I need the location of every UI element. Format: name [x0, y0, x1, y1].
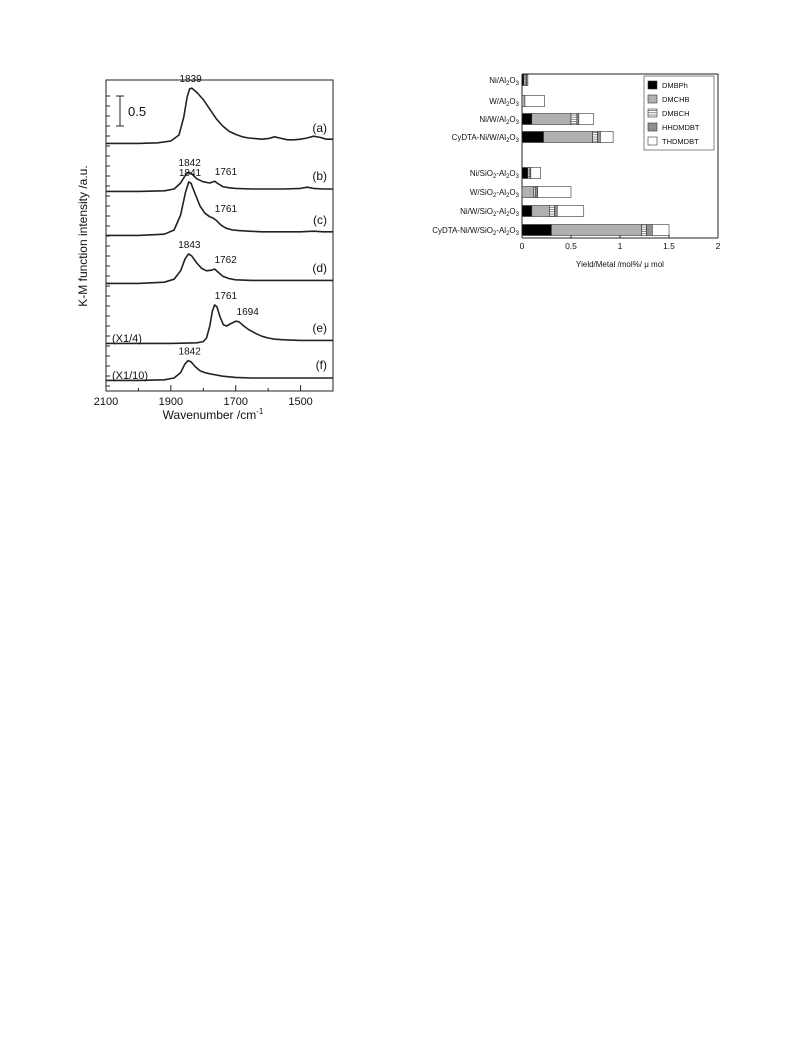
bar-category-label: $W/SiO_2-Al_2O_3$ [469, 188, 519, 199]
peak-label: 1761 [214, 167, 238, 179]
spectrum-scale-factor: (X1/10) [112, 370, 149, 382]
bar-segment-dmbch [593, 132, 598, 143]
ir-x-axis-title: Wavenumber $/cm^{-1}$ [162, 407, 264, 422]
bar-x-tick-label: 0 [519, 241, 525, 251]
bar-segment-dmbph [522, 114, 532, 125]
ir-x-tick-label: 1500 [288, 396, 313, 408]
legend-label: THDMDBT [662, 137, 699, 146]
peak-label: 1842 [178, 158, 201, 170]
ir-x-axis-ticks [94, 385, 333, 408]
bar-segment-dmchb [532, 114, 571, 125]
bar-legend [644, 76, 714, 150]
ir-x-tick-label: 2100 [93, 396, 119, 408]
legend-label: DMBPh [662, 81, 688, 90]
bar-segment-dmbph [522, 132, 544, 143]
bar-segment-thdmdbt [527, 75, 528, 86]
scale-bar-label: 0.5 [128, 104, 147, 119]
ir-spectra-chart [70, 74, 360, 428]
bar-segment-thdmdbt [652, 225, 669, 236]
bar-segment-hhdmdbt [597, 132, 600, 143]
peak-label: 1839 [179, 74, 202, 86]
bar-segment-dmbph [522, 206, 532, 217]
spectrum-series-label: (a) [312, 121, 327, 135]
bar-segment-dmbph [522, 168, 528, 179]
bar-category-label: $W/Al_2O_3$ [489, 97, 519, 108]
spectrum-scale-factor: (X1/4) [112, 333, 142, 345]
bar-category-label: $Ni/W/Al_2O_3$ [479, 115, 519, 126]
ir-spectra-labels [112, 74, 327, 382]
bar-x-axis-title: Yield/Metal /mol%/ μ mol [576, 260, 664, 269]
bar-segment-hhdmdbt [554, 206, 557, 217]
legend-swatch-dmchb [648, 95, 657, 103]
peak-label: 1762 [214, 255, 237, 266]
bar-segment-dmbch [642, 225, 647, 236]
peak-label: 1761 [214, 291, 238, 302]
bar-segment-thdmdbt [531, 168, 541, 179]
bar-segment-thdmdbt [525, 96, 545, 107]
peak-label: 1761 [214, 204, 238, 215]
peak-label: 1694 [236, 307, 259, 319]
bar-x-tick-label: 1 [617, 241, 623, 251]
ir-left-axis-ticks [106, 96, 110, 386]
bar-segment-dmchb [551, 225, 641, 236]
bar-category-label: $Ni/SiO_2-Al_2O_3$ [469, 169, 519, 180]
legend-swatch-dmbph [648, 81, 657, 89]
bar-segment-thdmdbt [557, 206, 583, 217]
legend-swatch-hhdmdbt [648, 123, 657, 131]
spectrum-series-label: (c) [313, 213, 327, 227]
bar-segment-dmchb [544, 132, 593, 143]
bar-x-tick-label: 2 [715, 241, 721, 251]
bar-segment-dmchb [532, 206, 550, 217]
peak-label: 1841 [178, 168, 202, 179]
scale-bar [116, 96, 146, 126]
bar-x-tick-label: 0.5 [565, 241, 577, 251]
bar-segment-dmchb [522, 187, 534, 198]
spectrum-series-label: (b) [312, 169, 327, 183]
legend-label: HHDMDBT [662, 123, 700, 132]
spectrum-series-label: (e) [312, 321, 327, 335]
spectrum-series-label: (d) [312, 261, 327, 275]
bar-category-label: $Ni/W/SiO_2-Al_2O_3$ [460, 207, 519, 218]
bar-x-tick-label: 1.5 [663, 241, 675, 251]
ir-x-tick-label: 1700 [223, 396, 248, 408]
bar-category-label: CyDTA-$Ni/W/Al_2O_3$ [451, 133, 519, 144]
bar-category-label: $Ni/Al_2O_3$ [489, 76, 519, 87]
bar-segment-thdmdbt [600, 132, 613, 143]
bar-segment-hhdmdbt [646, 225, 652, 236]
legend-swatch-thdmdbt [648, 137, 657, 145]
ir-y-axis-title: K-M function intensity /a.u. [76, 165, 90, 307]
legend-swatch-dmbch [648, 109, 657, 117]
ir-spectra-figure [70, 74, 360, 433]
bar-category-labels [432, 76, 519, 237]
bar-segment-thdmdbt [538, 187, 571, 198]
product-yield-figure [408, 70, 728, 287]
bar-segment-dmbch [571, 114, 577, 125]
peak-label: 1843 [178, 240, 201, 251]
bar-segment-dmchb [522, 96, 525, 107]
legend-label: DMBCH [662, 109, 690, 118]
bar-segment-thdmdbt [579, 114, 594, 125]
peak-label: 1842 [178, 346, 201, 358]
product-yield-chart [408, 70, 728, 282]
bar-segment-dmbph [522, 225, 551, 236]
legend-label: DMCHB [662, 95, 690, 104]
bar-category-label: CyDTA-$Ni/W/SiO_2-Al_2O_3$ [432, 226, 519, 237]
spectrum-series-label: (f) [315, 358, 327, 372]
bar-segment-dmbch [549, 206, 554, 217]
ir-x-tick-label: 1900 [158, 396, 184, 408]
